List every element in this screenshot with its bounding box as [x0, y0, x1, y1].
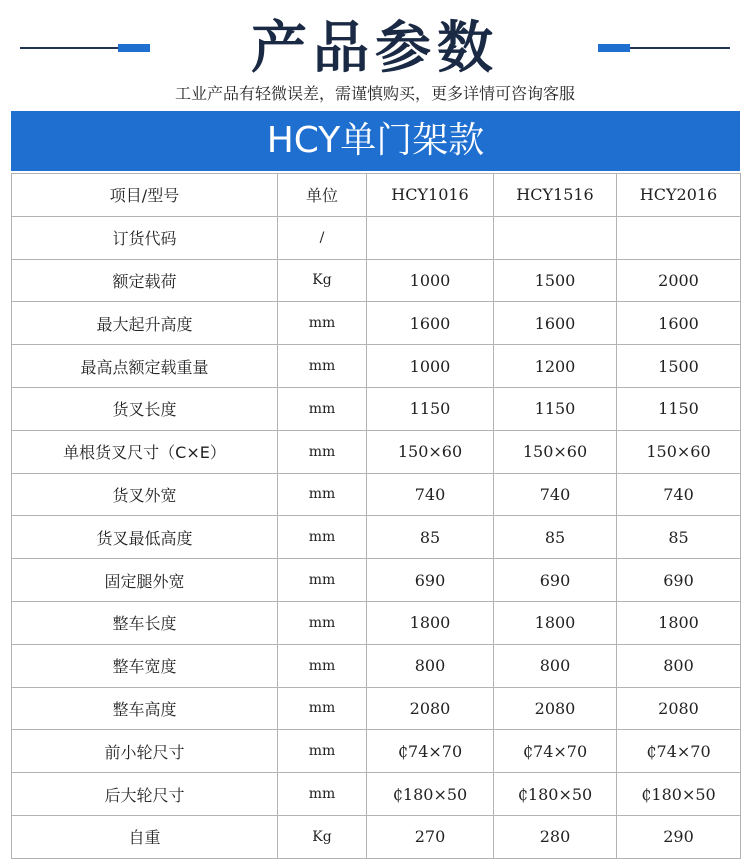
header-model-1: HCY1016 — [367, 174, 494, 217]
cell-model-3: 2080 — [617, 687, 741, 730]
cell-item: 整车宽度 — [12, 644, 278, 687]
cell-unit: mm — [278, 773, 367, 816]
cell-item: 货叉外宽 — [12, 473, 278, 516]
cell-item: 订货代码 — [12, 216, 278, 259]
cell-unit: / — [278, 216, 367, 259]
cell-model-3: 800 — [617, 644, 741, 687]
cell-unit: mm — [278, 430, 367, 473]
cell-item: 单根货叉尺寸（C×E） — [12, 430, 278, 473]
cell-unit: mm — [278, 516, 367, 559]
table-row — [12, 430, 741, 473]
table-row — [12, 259, 741, 302]
header-model-2: HCY1516 — [494, 174, 617, 217]
cell-model-3: ₵180×50 — [617, 773, 741, 816]
page-subtitle: 工业产品有轻微误差，需谨慎购买，更多详情可咨询客服 — [174, 84, 575, 103]
cell-model-3: 1500 — [617, 345, 741, 388]
cell-unit: mm — [278, 387, 367, 430]
cell-model-3: 290 — [617, 815, 741, 858]
cell-model-1: 800 — [367, 644, 494, 687]
cell-unit: mm — [278, 302, 367, 345]
cell-model-1: 1150 — [367, 387, 494, 430]
cell-model-1: 2080 — [367, 687, 494, 730]
cell-model-2: 1500 — [494, 259, 617, 302]
cell-item: 固定腿外宽 — [12, 559, 278, 602]
cell-unit: mm — [278, 559, 367, 602]
cell-item: 整车长度 — [12, 601, 278, 644]
cell-model-1: 740 — [367, 473, 494, 516]
cell-item: 货叉长度 — [12, 387, 278, 430]
cell-unit: mm — [278, 687, 367, 730]
cell-model-1: 1600 — [367, 302, 494, 345]
table-row — [12, 216, 741, 259]
cell-model-2: 2080 — [494, 687, 617, 730]
cell-model-3: 150×60 — [617, 430, 741, 473]
cell-model-2: 280 — [494, 815, 617, 858]
cell-model-2: 85 — [494, 516, 617, 559]
cell-item: 自重 — [12, 815, 278, 858]
page-header — [0, 0, 750, 110]
cell-model-1: 1000 — [367, 259, 494, 302]
cell-model-2: 1200 — [494, 345, 617, 388]
cell-item: 整车高度 — [12, 687, 278, 730]
cell-model-1 — [367, 216, 494, 259]
cell-model-2: 740 — [494, 473, 617, 516]
cell-model-2: 1150 — [494, 387, 617, 430]
cell-model-1: 270 — [367, 815, 494, 858]
cell-unit: mm — [278, 473, 367, 516]
cell-model-3 — [617, 216, 741, 259]
cell-unit: mm — [278, 644, 367, 687]
cell-model-2: 690 — [494, 559, 617, 602]
cell-model-1: 1800 — [367, 601, 494, 644]
header-item: 项目/型号 — [12, 174, 278, 217]
cell-unit: mm — [278, 345, 367, 388]
table-row — [12, 473, 741, 516]
table-row — [12, 345, 741, 388]
cell-model-2: ₵74×70 — [494, 730, 617, 773]
spec-table — [11, 173, 741, 859]
table-row — [12, 559, 741, 602]
cell-model-3: 690 — [617, 559, 741, 602]
cell-model-2: 1600 — [494, 302, 617, 345]
cell-unit: Kg — [278, 815, 367, 858]
table-row — [12, 302, 741, 345]
cell-item: 额定载荷 — [12, 259, 278, 302]
cell-model-3: ₵74×70 — [617, 730, 741, 773]
cell-model-3: 740 — [617, 473, 741, 516]
cell-model-2: ₵180×50 — [494, 773, 617, 816]
page-title: 产品参数 — [251, 16, 499, 81]
cell-model-1: 690 — [367, 559, 494, 602]
cell-unit: mm — [278, 730, 367, 773]
cell-item: 货叉最低高度 — [12, 516, 278, 559]
header-model-3: HCY2016 — [617, 174, 741, 217]
cell-model-2: 150×60 — [494, 430, 617, 473]
header-unit: 单位 — [278, 174, 367, 217]
model-banner: HCY单门架款 — [11, 111, 740, 171]
table-row — [12, 644, 741, 687]
cell-model-3: 1800 — [617, 601, 741, 644]
cell-item: 最大起升高度 — [12, 302, 278, 345]
cell-model-1: 85 — [367, 516, 494, 559]
cell-model-1: 1000 — [367, 345, 494, 388]
table-row — [12, 773, 741, 816]
cell-model-2: 1800 — [494, 601, 617, 644]
table-row — [12, 815, 741, 858]
cell-model-2: 800 — [494, 644, 617, 687]
table-row — [12, 387, 741, 430]
table-row — [12, 730, 741, 773]
table-row — [12, 516, 741, 559]
cell-item: 前小轮尺寸 — [12, 730, 278, 773]
cell-item: 后大轮尺寸 — [12, 773, 278, 816]
cell-unit: mm — [278, 601, 367, 644]
cell-model-3: 1150 — [617, 387, 741, 430]
cell-model-1: 150×60 — [367, 430, 494, 473]
cell-model-3: 1600 — [617, 302, 741, 345]
cell-model-2 — [494, 216, 617, 259]
table-row — [12, 601, 741, 644]
table-row — [12, 687, 741, 730]
cell-model-1: ₵180×50 — [367, 773, 494, 816]
cell-model-1: ₵74×70 — [367, 730, 494, 773]
table-header-row — [12, 174, 741, 217]
cell-model-3: 2000 — [617, 259, 741, 302]
cell-item: 最高点额定载重量 — [12, 345, 278, 388]
cell-unit: Kg — [278, 259, 367, 302]
cell-model-3: 85 — [617, 516, 741, 559]
